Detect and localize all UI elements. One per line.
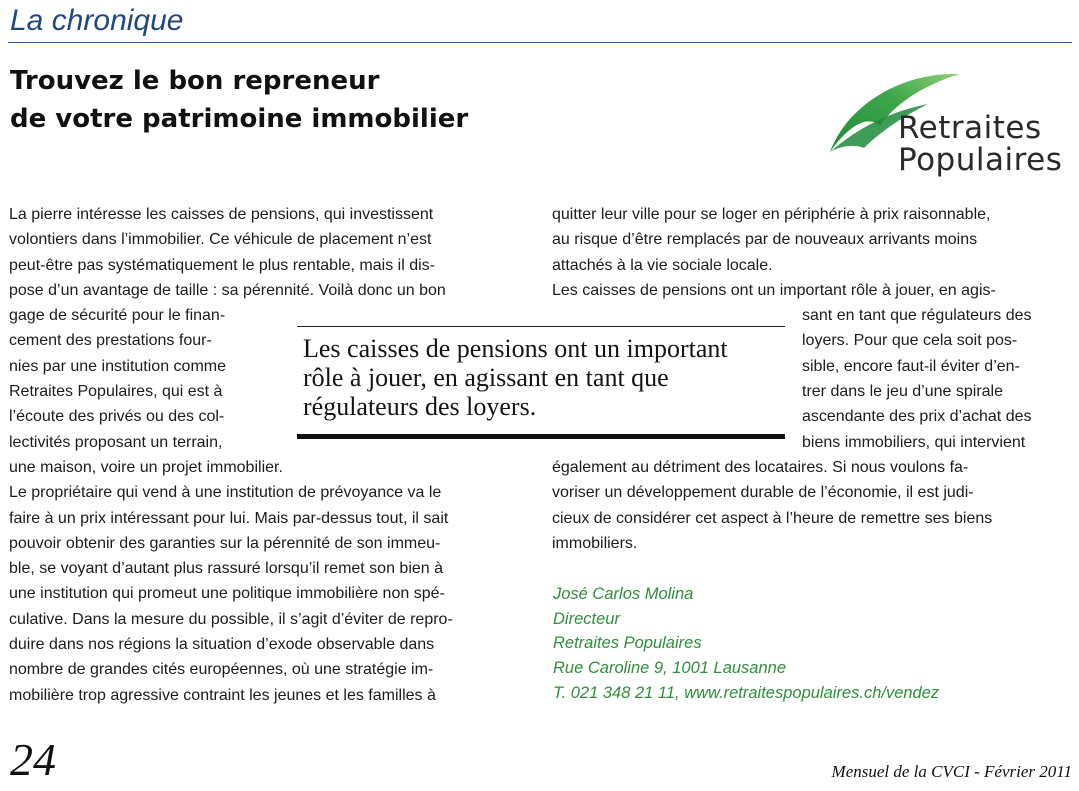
body-line: biens immobiliers, qui intervient bbox=[802, 433, 1026, 451]
signature-name: José Carlos Molina bbox=[553, 585, 694, 603]
pull-quote-text bbox=[303, 334, 785, 421]
body-line: peut-être pas systématiquement le plus rentable, mais il dis- bbox=[9, 256, 435, 274]
body-line: faire à un prix intéressant pour lui. Mais par-dessus tout, il sait bbox=[9, 509, 449, 527]
signature-contact: T. 021 348 21 11, www.retraitespopulaires.ch/vendez bbox=[553, 683, 940, 702]
signature-address: Rue Caroline 9, 1001 Lausanne bbox=[553, 659, 787, 678]
body-line: gage de sécurité pour le finan- bbox=[9, 307, 226, 325]
body-line: Le propriétaire qui vend à une institution de prévoyance va le bbox=[9, 484, 442, 502]
body-line: duire dans nos régions la situation d’exode observable dans bbox=[9, 636, 435, 654]
title-line: Trouvez le bon repreneur bbox=[10, 66, 380, 96]
body-line: volontiers dans l’immobilier. Ce véhicule de placement n’est bbox=[9, 231, 432, 249]
body-line: nombre de grandes cités européennes, où une stratégie im- bbox=[9, 661, 434, 679]
body-line: ascendante des prix d’achat des bbox=[802, 408, 1032, 426]
body-line: cement des prestations four- bbox=[9, 332, 212, 350]
pull-quote bbox=[297, 326, 785, 439]
pull-quote-top-rule bbox=[297, 326, 785, 327]
signature-organization: Retraites Populaires bbox=[553, 634, 702, 653]
article-title bbox=[10, 62, 468, 138]
body-line: au risque d’être remplacés par de nouveaux arrivants moins bbox=[552, 231, 978, 249]
body-line: pouvoir obtenir des garanties sur la pérennité de son immeu- bbox=[9, 534, 441, 552]
body-line: pose d’un avantage de taille : sa pérennité. Voilà donc un bon bbox=[9, 281, 446, 299]
logo-line: Retraites bbox=[898, 110, 1042, 146]
body-line: culative. Dans la mesure du possible, il s’agit d’éviter de repro- bbox=[9, 610, 453, 628]
body-line: également au détriment des locataires. Si nous voulons fa- bbox=[552, 458, 969, 476]
header-rule bbox=[8, 42, 1072, 43]
title-line: de votre patrimoine immobilier bbox=[10, 104, 469, 134]
author-signature bbox=[553, 582, 939, 706]
publication-footer: Mensuel de la CVCI - Février 2011 bbox=[831, 762, 1072, 781]
pull-quote-bottom-rule bbox=[297, 434, 785, 439]
pull-quote-line: Les caisses de pensions ont un important bbox=[303, 334, 728, 363]
body-line: ble, se voyant d’autant plus rassuré lorsqu’il remet son bien à bbox=[9, 560, 444, 578]
body-line: sible, encore faut-il éviter d’en- bbox=[802, 357, 1020, 375]
body-line: une institution qui promeut une politique immobilière non spé- bbox=[9, 585, 445, 603]
logo-wordmark bbox=[898, 112, 1062, 176]
body-line: nies par une institution comme bbox=[9, 357, 226, 375]
body-line: loyers. Pour que cela soit pos- bbox=[802, 332, 1018, 350]
body-line: attachés à la vie sociale locale. bbox=[552, 256, 773, 274]
body-line: trer dans le jeu d’une spirale bbox=[802, 383, 1004, 401]
body-line: quitter leur ville pour se loger en périphérie à prix raisonnable, bbox=[552, 206, 991, 223]
article-column-left bbox=[9, 202, 453, 708]
body-line: l’écoute des privés ou des col- bbox=[9, 408, 225, 426]
body-line: voriser un développement durable de l’économie, il est judi- bbox=[552, 484, 974, 502]
body-line: une maison, voire un projet immobilier. bbox=[9, 458, 283, 476]
body-line: lectivités proposant un terrain, bbox=[9, 433, 223, 451]
pull-quote-line: régulateurs des loyers. bbox=[303, 392, 537, 421]
section-rubric: La chronique bbox=[10, 4, 184, 37]
body-line: Retraites Populaires, qui est à bbox=[9, 383, 223, 401]
signature-role: Directeur bbox=[553, 609, 620, 628]
body-line: La pierre intéresse les caisses de pensions, qui investissent bbox=[9, 206, 434, 223]
logo-line: Populaires bbox=[898, 142, 1063, 178]
page-number: 24 bbox=[10, 734, 56, 785]
retraites-populaires-logo bbox=[828, 68, 1078, 178]
body-line: mobilière trop agressive contraint les jeunes et les familles à bbox=[9, 686, 436, 704]
body-line: Les caisses de pensions ont un important rôle à jouer, en agis- bbox=[552, 281, 996, 299]
pull-quote-line: rôle à jouer, en agissant en tant que bbox=[303, 363, 669, 392]
body-line: sant en tant que régulateurs des bbox=[802, 307, 1032, 325]
body-line: immobiliers. bbox=[552, 534, 638, 552]
body-line: cieux de considérer cet aspect à l’heure de remettre ses biens bbox=[552, 509, 993, 527]
